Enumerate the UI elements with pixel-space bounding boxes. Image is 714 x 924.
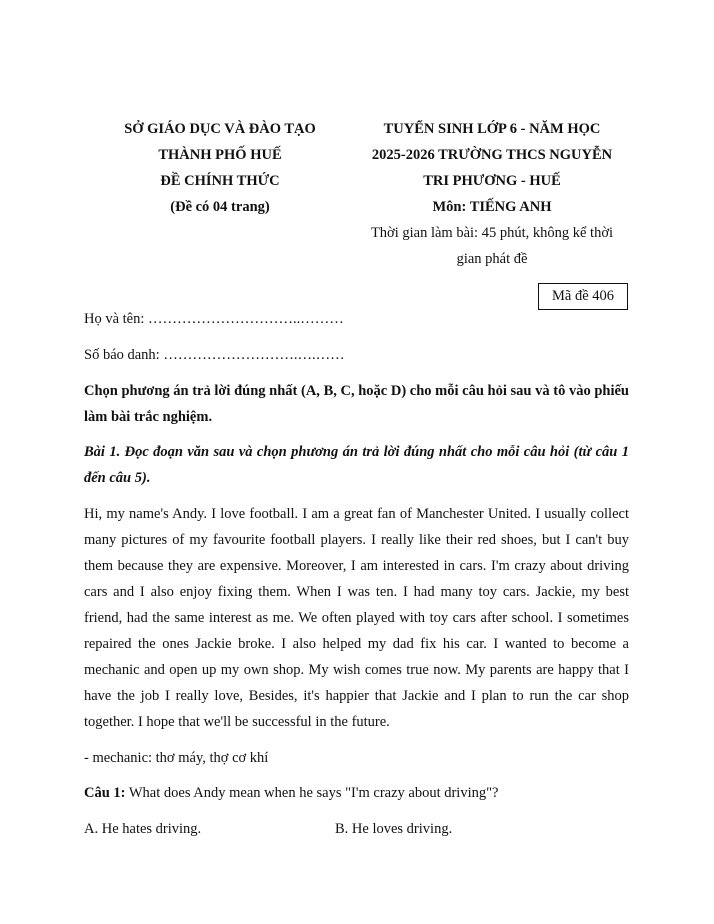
page-count-note: (Đề có 04 trang) — [170, 199, 270, 215]
question-1 — [84, 781, 629, 805]
question-1-option-a[interactable]: A. He hates driving. — [84, 821, 202, 837]
reading-passage: Hi, my name's Andy. I love football. I am a great fan of Manchester United. I usually collect many pictures of my favourite football players. I really like their red shoes, but I can't buy them because they are expensive. Moreover, I am interested in cars. I'm crazy about driving cars and I also enjoy fixing them. When I was ten. I had many toy cars. Jackie, my best friend, had the same interest as me. We often played with toy cars after school. I sometimes repaired the ones Jackie broke. I also helped my dad fix his car. I wanted to become a mechanic and open up my own shop. My wish comes true now. My parents are happy that I have the job I really love, Besides, it's happier that Jackie and I plan to run the car shop together. I hope that we'll be successful in the future. — [84, 506, 629, 730]
section-1-heading: Bài 1. Đọc đoạn văn sau và chọn phương án trả lời đúng nhất cho mỗi câu hỏi (từ câu 1 đến câu 5). — [84, 444, 629, 486]
time-limit-line-1: Thời gian làm bài: 45 phút, không kể thời — [370, 225, 614, 241]
vocabulary-gloss: - mechanic: thơ máy, thợ cơ khí — [84, 750, 269, 766]
exam-title-line-3: TRI PHƯƠNG - HUẾ — [423, 173, 561, 189]
time-limit-line-2: gian phát đề — [456, 251, 528, 267]
general-instruction: Chọn phương án trả lời đúng nhất (A, B, C, hoặc D) cho mỗi câu hỏi sau và tô vào phiếu làm bài trắc nghiệm. — [84, 383, 629, 425]
student-name-field: Họ và tên: …………………………..……… — [84, 311, 344, 327]
question-1-option-b[interactable]: B. He loves driving. — [335, 821, 453, 837]
question-1-text: What does Andy mean when he says "I'm crazy about driving"? — [128, 785, 499, 801]
header-right — [350, 116, 634, 272]
question-1-label: Câu 1: — [84, 785, 126, 801]
exam-title-line-2: 2025-2026 TRƯỜNG THCS NGUYỄN — [371, 147, 613, 163]
exam-title-line-1: TUYỂN SINH LỚP 6 - NĂM HỌC — [383, 121, 601, 137]
exam-code-box: Mã đề 406 — [538, 283, 628, 310]
department-name: SỞ GIÁO DỤC VÀ ĐÀO TẠO — [124, 121, 316, 137]
city-name: THÀNH PHỐ HUẾ — [158, 147, 282, 163]
official-exam-label: ĐỀ CHÍNH THỨC — [160, 173, 280, 189]
subject-label: Môn: TIẾNG ANH — [432, 199, 552, 215]
student-id-field: Số báo danh: ……………………….….…… — [84, 347, 345, 363]
header-left — [100, 116, 340, 220]
